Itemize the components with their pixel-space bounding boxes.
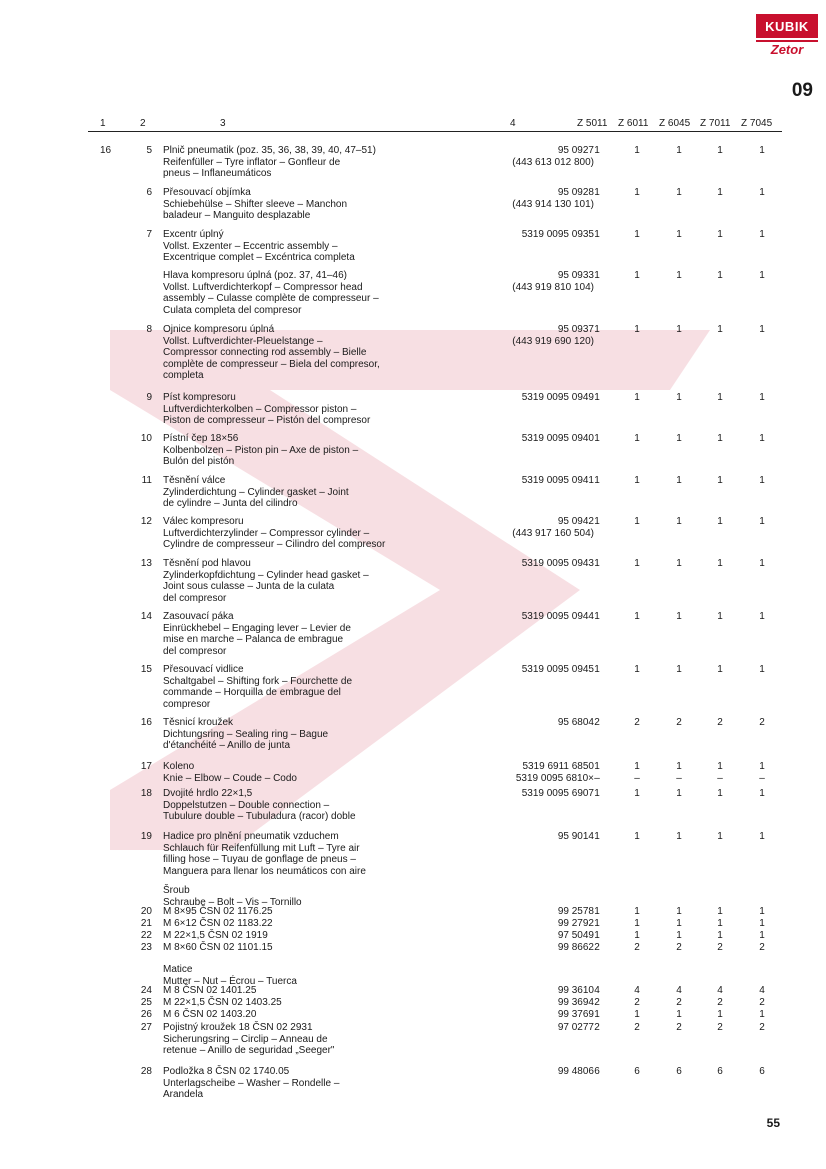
quantity-cell: 1	[634, 558, 640, 569]
model-header: Z 6011	[618, 118, 649, 129]
quantity-cell: 1	[634, 475, 640, 486]
quantity-cell: 1	[759, 187, 765, 198]
model-header: Z 7011	[700, 118, 731, 129]
quantity-cell: 2	[634, 942, 640, 953]
quantity-cell: 1	[634, 918, 640, 929]
position-number: 25	[140, 997, 152, 1008]
position-number: 12	[140, 516, 152, 527]
part-number: 5319 0095 0944	[521, 611, 594, 622]
part-description: Píst kompresoru Luftverdichterkolben – Compressor piston – Piston de compresseur – Pistón del compresor	[163, 392, 371, 427]
quantity-cell: 1	[676, 558, 682, 569]
quantity-cell: 1	[594, 145, 600, 156]
position-number: 23	[140, 942, 152, 953]
position-number: 9	[146, 392, 152, 403]
position-number: 26	[140, 1009, 152, 1020]
quantity-cell: 1	[759, 664, 765, 675]
quantity-cell: 1	[759, 145, 765, 156]
quantity-cell: 1	[594, 930, 600, 941]
quantity-cell: 1	[676, 831, 682, 842]
part-number: 5319 0095 0949	[521, 392, 594, 403]
quantity-cell: 1 –	[594, 761, 600, 784]
quantity-cell: 1	[676, 516, 682, 527]
quantity-cell: 1	[634, 324, 640, 335]
quantity-cell: 1	[634, 831, 640, 842]
col-header-3: 3	[220, 118, 226, 129]
quantity-cell: 1 –	[634, 761, 640, 784]
quantity-cell: 2	[717, 997, 723, 1008]
part-number: 5319 6911 6850 5319 0095 6810×	[515, 761, 594, 784]
part-number: 99 3694	[557, 997, 594, 1008]
quantity-cell: 6	[717, 1066, 723, 1077]
quantity-cell: 2	[676, 1022, 682, 1033]
col-header-4: 4	[510, 118, 516, 129]
position-number: 11	[141, 475, 152, 486]
part-description: Šroub Schraube – Bolt – Vis – Tornillo	[163, 885, 302, 908]
quantity-cell: 1	[676, 788, 682, 799]
quantity-cell: 1	[594, 558, 600, 569]
quantity-cell: 1	[594, 664, 600, 675]
quantity-cell: 1	[759, 611, 765, 622]
part-number: 99 8662	[557, 942, 594, 953]
quantity-cell: 1	[594, 229, 600, 240]
quantity-cell: 1	[594, 1009, 600, 1020]
quantity-cell: 1	[759, 229, 765, 240]
quantity-cell: 6	[634, 1066, 640, 1077]
quantity-cell: 4	[759, 985, 765, 996]
quantity-cell: 4	[634, 985, 640, 996]
quantity-cell: 1 –	[676, 761, 682, 784]
quantity-cell: 1	[759, 558, 765, 569]
quantity-cell: 6	[594, 1066, 600, 1077]
quantity-cell: 1	[634, 1009, 640, 1020]
part-description: Dvojité hrdlo 22×1,5 Doppelstutzen – Double connection – Tubulure double – Tubuladura (racor) doble	[163, 788, 356, 823]
part-description: Válec kompresoru Luftverdichterzylinder – Compressor cylinder – Cylindre de compresseur – Cilindro del compresor	[163, 516, 386, 551]
quantity-cell: 1	[676, 229, 682, 240]
position-number: 19	[140, 831, 152, 842]
quantity-cell: 1	[594, 918, 600, 929]
position-number: 24	[140, 985, 152, 996]
quantity-cell: 1	[759, 906, 765, 917]
quantity-cell: 1	[717, 930, 723, 941]
part-description: M 22×1,5 ČSN 02 1919	[163, 930, 268, 941]
quantity-cell: 1	[634, 906, 640, 917]
quantity-cell: 1	[594, 433, 600, 444]
quantity-cell: 1	[759, 270, 765, 281]
quantity-cell: 6	[759, 1066, 765, 1077]
position-number: 15	[140, 664, 152, 675]
quantity-cell: 1	[676, 324, 682, 335]
quantity-cell: 1	[717, 324, 723, 335]
position-number: 16	[140, 717, 152, 728]
quantity-cell: 2	[717, 1022, 723, 1033]
quantity-cell: 1	[717, 788, 723, 799]
part-number: 95 0937 (443 919 690 120)	[512, 324, 594, 347]
quantity-cell: 1	[634, 433, 640, 444]
quantity-cell: 1	[594, 324, 600, 335]
part-number: 99 4806	[557, 1066, 594, 1077]
part-description: M 8×60 ČSN 02 1101.15	[163, 942, 273, 953]
position-number: 7	[146, 229, 152, 240]
quantity-cell: 1	[759, 433, 765, 444]
part-description: Těsnění válce Zylinderdichtung – Cylinder gasket – Joint de cylindre – Junta del cilindro	[163, 475, 349, 510]
quantity-cell: 1	[717, 229, 723, 240]
part-description: M 6 ČSN 02 1403.20	[163, 1009, 257, 1020]
quantity-cell: 1 –	[759, 761, 765, 784]
quantity-cell: 1	[717, 392, 723, 403]
quantity-cell: 1	[717, 558, 723, 569]
part-number: 5319 0095 0940	[521, 433, 594, 444]
kubik-logo-text: KUBIK	[756, 14, 818, 38]
part-number: 97 5049	[557, 930, 594, 941]
part-description: Excentr úplný Vollst. Exzenter – Eccentric assembly – Excentrique complet – Excéntrica completa	[163, 229, 355, 264]
quantity-cell: 1	[676, 433, 682, 444]
quantity-cell: 4	[594, 985, 600, 996]
part-number: 95 0928 (443 914 130 101)	[512, 187, 594, 210]
part-description: Přesouvací objímka Schiebehülse – Shifter sleeve – Manchon baladeur – Manguito desplazable	[163, 187, 348, 222]
quantity-cell: 1	[594, 392, 600, 403]
quantity-cell: 1	[759, 918, 765, 929]
quantity-cell: 1	[759, 392, 765, 403]
quantity-cell: 1	[634, 516, 640, 527]
section-number: 09	[791, 80, 813, 101]
quantity-cell: 1	[717, 145, 723, 156]
position-number: 17	[140, 761, 152, 772]
part-number: 95 9014	[557, 831, 594, 842]
position-number: 14	[140, 611, 152, 622]
quantity-cell: 2	[634, 1022, 640, 1033]
part-number: 95 0927 (443 613 012 800)	[512, 145, 594, 168]
quantity-cell: 4	[676, 985, 682, 996]
quantity-cell: 1	[759, 324, 765, 335]
quantity-cell: 1	[717, 516, 723, 527]
quantity-cell: 1	[594, 611, 600, 622]
quantity-cell: 2	[759, 997, 765, 1008]
quantity-cell: 1	[676, 1009, 682, 1020]
quantity-cell: 1	[676, 475, 682, 486]
quantity-cell: 1	[594, 475, 600, 486]
quantity-cell: 2	[759, 717, 765, 728]
part-number: 5319 0095 0935	[521, 229, 594, 240]
part-description: Těsnění pod hlavou Zylinderkopfdichtung – Cylinder head gasket – Joint sous culasse – Junta de la culata del compresor	[163, 558, 369, 604]
model-header: Z 5011	[577, 118, 608, 129]
part-description: Přesouvací vidlice Schaltgabel – Shifting fork – Fourchette de commande – Horquilla de embrague del compresor	[163, 664, 353, 710]
quantity-cell: 1	[676, 918, 682, 929]
part-number: 99 2578	[557, 906, 594, 917]
quantity-cell: 1	[717, 270, 723, 281]
quantity-cell: 1	[676, 930, 682, 941]
part-number: 95 0942 (443 917 160 504)	[512, 516, 594, 539]
position-number: 18	[140, 788, 152, 799]
quantity-cell: 1	[676, 187, 682, 198]
header-divider	[88, 131, 782, 132]
part-description: Koleno Knie – Elbow – Coude – Codo	[163, 761, 297, 784]
part-description: Zasouvací páka Einrückhebel – Engaging lever – Levier de mise en marche – Palanca de embrague del compresor	[163, 611, 351, 657]
part-description: Plnič pneumatik (poz. 35, 36, 38, 39, 40, 47–51) Reifenfüller – Tyre inflator – Gonfleur de pneus – Inflaneumáticos	[163, 145, 376, 180]
part-description: Těsnicí kroužek Dichtungsring – Sealing ring – Bague d'étanchéité – Anillo de junta	[163, 717, 329, 752]
quantity-cell: 1	[594, 788, 600, 799]
quantity-cell: 1	[594, 516, 600, 527]
quantity-cell: 1	[717, 187, 723, 198]
quantity-cell: 2	[634, 717, 640, 728]
part-number: 99 2792	[557, 918, 594, 929]
position-number: 22	[140, 930, 152, 941]
position-number: 8	[146, 324, 152, 335]
part-description: M 8 ČSN 02 1401.25	[163, 985, 257, 996]
quantity-cell: 1	[676, 906, 682, 917]
quantity-cell: 1	[676, 611, 682, 622]
part-description: M 6×12 ČSN 02 1183.22	[163, 918, 273, 929]
quantity-cell: 1	[676, 145, 682, 156]
part-description: Pojistný kroužek 18 ČSN 02 2931 Sicherungsring – Circlip – Anneau de retenue – Anillo de seguridad „Seeger"	[163, 1022, 335, 1057]
quantity-cell: 1	[717, 475, 723, 486]
quantity-cell: 1	[717, 1009, 723, 1020]
quantity-cell: 1	[759, 831, 765, 842]
quantity-cell: 1	[634, 229, 640, 240]
quantity-cell: 2	[759, 1022, 765, 1033]
quantity-cell: 1 –	[717, 761, 723, 784]
quantity-cell: 1	[717, 906, 723, 917]
quantity-cell: 2	[676, 997, 682, 1008]
quantity-cell: 1	[759, 788, 765, 799]
quantity-cell: 1	[717, 611, 723, 622]
quantity-cell: 2	[594, 1022, 600, 1033]
part-number: 95 0933 (443 919 810 104)	[512, 270, 594, 293]
position-number: 5	[146, 145, 152, 156]
quantity-cell: 1	[594, 906, 600, 917]
group-number: 16	[100, 145, 112, 156]
model-header: Z 6045	[659, 118, 691, 129]
quantity-cell: 2	[676, 717, 682, 728]
part-description: M 22×1,5 ČSN 02 1403.25	[163, 997, 282, 1008]
part-description: Pístní čep 18×56 Kolbenbolzen – Piston pin – Axe de piston – Bulón del pistón	[163, 433, 359, 468]
quantity-cell: 2	[717, 717, 723, 728]
quantity-cell: 1	[594, 270, 600, 281]
quantity-cell: 2	[676, 942, 682, 953]
quantity-cell: 1	[634, 611, 640, 622]
quantity-cell: 1	[759, 1009, 765, 1020]
quantity-cell: 1	[634, 930, 640, 941]
brand-logo	[756, 14, 818, 66]
part-description: Podložka 8 ČSN 02 1740.05 Unterlagscheibe – Washer – Rondelle – Arandela	[163, 1066, 340, 1101]
position-number: 21	[140, 918, 152, 929]
part-number: 5319 0095 0945	[521, 664, 594, 675]
quantity-cell: 1	[759, 475, 765, 486]
part-number: 97 0277	[557, 1022, 594, 1033]
part-description: Ojnice kompresoru úplná Vollst. Luftverdichter-Pleuelstange – Compressor connecting rod assembly – Bielle complète de compresseur – Biela del compresor, completa	[163, 324, 380, 382]
quantity-cell: 1	[717, 664, 723, 675]
position-number: 28	[140, 1066, 152, 1077]
col-header-1: 1	[100, 118, 106, 129]
quantity-cell: 1	[634, 187, 640, 198]
zetor-logo-text: Zetor	[756, 40, 818, 57]
part-number: 99 3610	[557, 985, 594, 996]
quantity-cell: 2	[594, 942, 600, 953]
quantity-cell: 6	[676, 1066, 682, 1077]
part-number: 5319 0095 0941	[521, 475, 594, 486]
part-description: M 8×95 ČSN 02 1176.25	[163, 906, 273, 917]
quantity-cell: 1	[634, 145, 640, 156]
quantity-cell: 2	[634, 997, 640, 1008]
quantity-cell: 1	[634, 392, 640, 403]
part-number: 5319 0095 0943	[521, 558, 594, 569]
quantity-cell: 1	[676, 664, 682, 675]
quantity-cell: 1	[594, 831, 600, 842]
quantity-cell: 1	[594, 187, 600, 198]
part-number: 5319 0095 6907	[521, 788, 594, 799]
part-description: Matice Mutter – Nut – Écrou – Tuerca	[163, 964, 297, 987]
position-number: 27	[140, 1022, 152, 1033]
quantity-cell: 1	[676, 270, 682, 281]
quantity-cell: 2	[594, 717, 600, 728]
quantity-cell: 1	[717, 433, 723, 444]
quantity-cell: 1	[634, 788, 640, 799]
position-number: 6	[146, 187, 152, 198]
position-number: 20	[140, 906, 152, 917]
quantity-cell: 1	[717, 831, 723, 842]
part-number: 95 6804	[557, 717, 594, 728]
quantity-cell: 2	[717, 942, 723, 953]
part-description: Hlava kompresoru úplná (poz. 37, 41–46) Vollst. Luftverdichterkopf – Compressor head assembly – Culasse complète de compresseur – Culata completa del compresor	[163, 270, 379, 316]
part-description: Hadice pro plnění pneumatik vzduchem Schlauch für Reifenfüllung mit Luft – Tyre air filling hose – Tuyau de gonflage de pneus – Manguera para llenar los neumáticos con aire	[163, 831, 366, 877]
quantity-cell: 4	[717, 985, 723, 996]
page-number: 55	[766, 1116, 780, 1130]
quantity-cell: 2	[594, 997, 600, 1008]
part-number: 99 3769	[557, 1009, 594, 1020]
model-header: Z 7045	[741, 118, 773, 129]
quantity-cell: 1	[759, 930, 765, 941]
quantity-cell: 2	[759, 942, 765, 953]
quantity-cell: 1	[676, 392, 682, 403]
quantity-cell: 1	[634, 270, 640, 281]
position-number: 13	[140, 558, 152, 569]
position-number: 10	[140, 433, 152, 444]
quantity-cell: 1	[634, 664, 640, 675]
col-header-2: 2	[140, 118, 146, 129]
quantity-cell: 1	[717, 918, 723, 929]
quantity-cell: 1	[759, 516, 765, 527]
